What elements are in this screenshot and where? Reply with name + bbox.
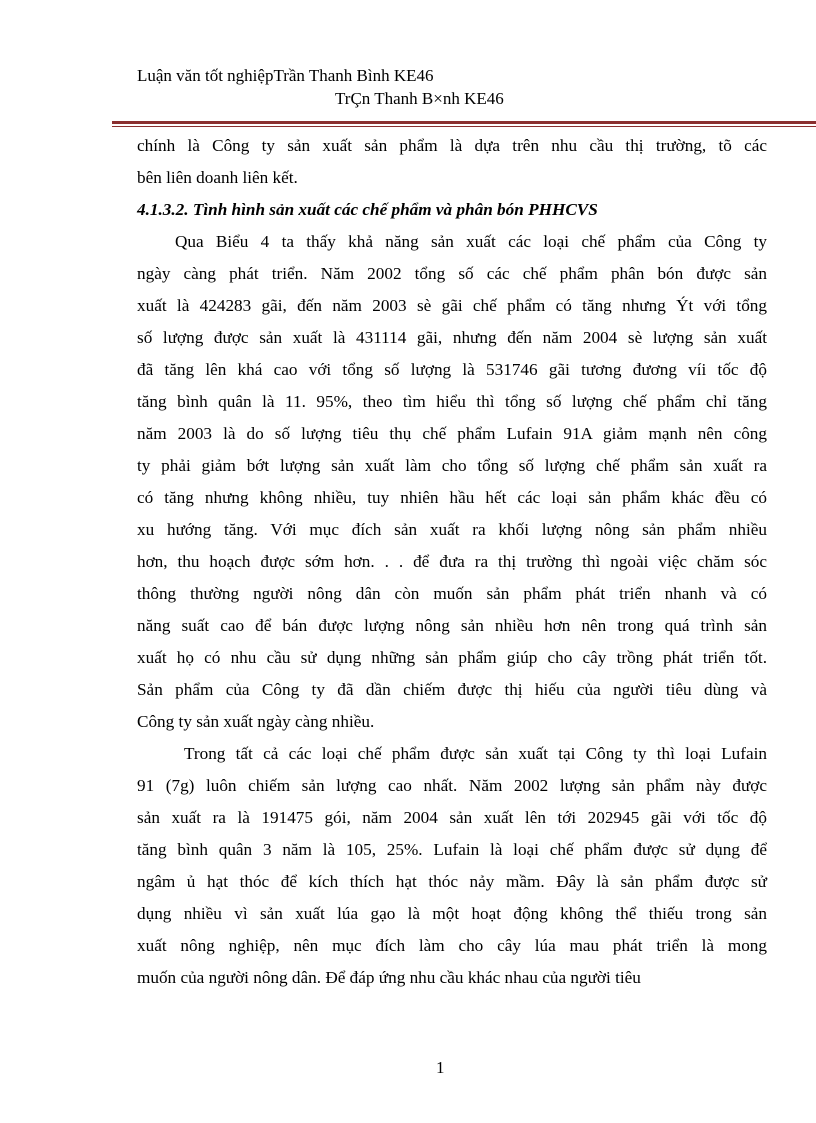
body-text-line: 91 (7g) luôn chiếm sản lượng cao nhất. Năm 2002 lượng sản phẩm này được — [137, 776, 767, 795]
body-text-line: bên liên doanh liên kết. — [137, 168, 298, 187]
body-text-line: năm 2003 là do số lượng tiêu thụ chế phẩm Lufain 91A giảm mạnh nên công — [137, 424, 767, 443]
body-text-line: xu hướng tăng. Với mục đích sản xuất ra khối lượng nông sản phẩm nhiều — [137, 520, 767, 539]
header-title: Luận văn tốt nghiệpTrần Thanh Bình KE46 — [137, 66, 434, 85]
body-text-line: muốn của người nông dân. Để đáp ứng nhu cầu khác nhau của người tiêu — [137, 968, 641, 987]
body-text-line: Sản phẩm của Công ty đã dần chiếm được thị hiếu của người tiêu dùng và — [137, 680, 767, 699]
body-text-line: xuất nông nghiệp, nên mục đích làm cho cây lúa mau phát triển là mong — [137, 936, 767, 955]
section-heading: 4.1.3.2. Tình hình sản xuất các chế phẩm và phân bón PHHCVS — [137, 200, 598, 219]
body-text-line: có tăng nhưng không nhiều, tuy nhiên hầu hết các loại sản phẩm khác đều có — [137, 488, 767, 507]
body-text-line: hơn, thu hoạch được sớm hơn. . . để đưa ra thị trường thì ngoài việc chăm sóc — [137, 552, 767, 571]
body-text-line: dụng nhiều vì sản xuất lúa gạo là một hoạt động không thể thiếu trong sản — [137, 904, 767, 923]
body-text-line: xuất họ có nhu cầu sử dụng những sản phẩm giúp cho cây trồng phát triển tốt. — [137, 648, 767, 667]
body-text-line: Qua Biểu 4 ta thấy khả năng sản xuất các loại chế phẩm của Công ty — [175, 232, 767, 251]
body-text-line: ngâm ủ hạt thóc để kích thích hạt thóc nảy mầm. Đây là sản phẩm được sử — [137, 872, 767, 891]
body-text-line: tăng bình quân 3 năm là 105, 25%. Lufain là loại chế phẩm được sử dụng để — [137, 840, 767, 859]
body-text-line: ngày càng phát triển. Năm 2002 tổng số các chế phẩm phân bón được sản — [137, 264, 767, 283]
body-text-line: tăng bình quân là 11. 95%, theo tìm hiểu thì tổng số lượng chế phẩm chỉ tăng — [137, 392, 767, 411]
body-text-line: Công ty sản xuất ngày càng nhiều. — [137, 712, 375, 731]
header-title-garbled: TrÇn Thanh B×nh KE46 — [335, 89, 504, 108]
body-text-line: sản xuất ra là 191475 gói, năm 2004 sản xuất lên tới 202945 gãi với tốc độ — [137, 808, 767, 827]
body-text-line: thông thường người nông dân còn muốn sản phẩm phát triển nhanh và có — [137, 584, 767, 603]
header-rule-thin — [112, 126, 816, 127]
page-number: 1 — [436, 1058, 445, 1077]
body-text-line: năng suất cao để bán được lượng nông sản nhiều hơn nên trong quá trình sản — [137, 616, 767, 635]
document-body — [137, 130, 767, 994]
body-text-line: đã tăng lên khá cao với tổng số lượng là 531746 gãi tương đương víi tốc độ — [137, 360, 767, 379]
body-text-line: Trong tất cả các loại chế phẩm được sản xuất tại Công ty thì loại Lufain — [184, 744, 767, 763]
body-text-line: chính là Công ty sản xuất sản phẩm là dựa trên nhu cầu thị trường, tõ các — [137, 136, 767, 155]
body-text-line: số lượng được sản xuất là 431114 gãi, nhưng đến năm 2004 sè lượng sản xuất — [137, 328, 767, 347]
body-text-line: xuất là 424283 gãi, đến năm 2003 sè gãi chế phẩm có tăng nhưng Ýt với tổng — [137, 296, 767, 315]
body-text-line: ty phải giảm bớt lượng sản xuất làm cho tổng số lượng chế phẩm sản xuất ra — [137, 456, 767, 475]
header-rule-thick — [112, 121, 816, 124]
